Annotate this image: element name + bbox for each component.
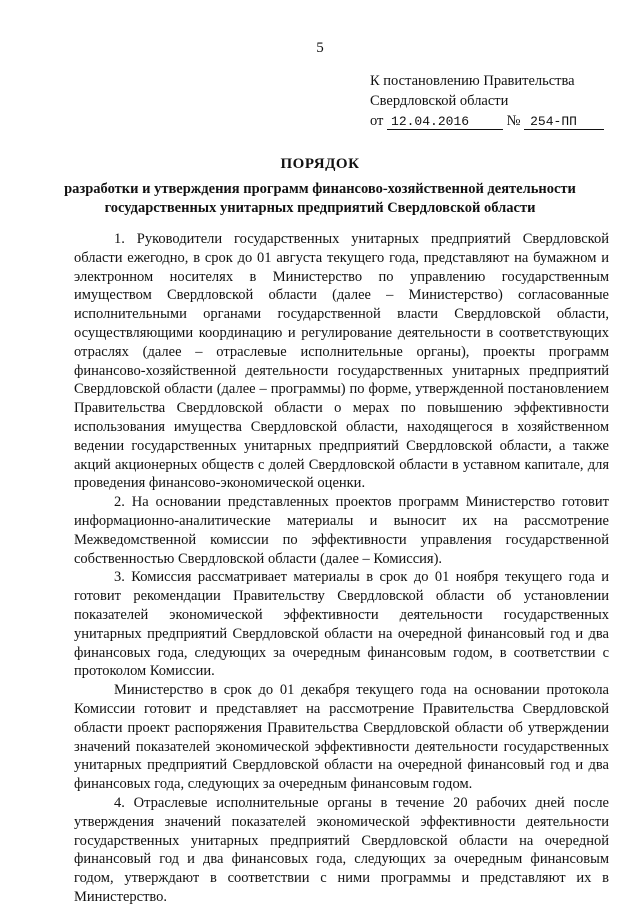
paragraph-4: 4. Отраслевые исполнительные органы в течение 20 рабочих дней после утверждения значений показателей экономической эффективности деятельности государственных унитарных предприятий Свердловской области на очередной финансовый год и два финансовых года, следующих за очередным финансовым годом, утверждают в соответствии с ними программы и представляют их в Министерство. [74,794,609,905]
paragraph-3-continued: Министерство в срок до 01 декабря текущего года на основании протокола Комиссии готовит и представляет на рассмотрение Правительства Свердловской области проект распоряжения Правительства Свердловской области об утверждении значений показателей экономической эффективности деятельности государственных унитарных предприятий Свердловской области на очередной финансовый год и два финансовых года, следующих за очередным финансовым годом. [74,682,609,793]
document-body [74,230,609,907]
approval-date-line [370,111,604,131]
approval-line-1: К постановлению Правительства [370,73,575,89]
approval-block [370,71,604,131]
document-title: ПОРЯДОК [280,156,360,172]
paragraph-1: 1. Руководители государственных унитарных предприятий Свердловской области ежегодно, в срок до 01 августа текущего года, представляют на бумажном и электронном носителях в Министерство по управлению государственным имуществом Свердловской области (далее – Министерство) согласованные исполнительными органами государственной власти Свердловской области, осуществляющими координацию и регулирование деятельности в соответствующих отраслях (далее – отраслевые исполнительные органы), проекты программ финансово-хозяйственной деятельности государственных унитарных предприятий Свердловской области (далее – программы) по форме, утвержденной постановлением Правительства Свердловской области о мерах по повышению эффективности использования имущества Свердловской области, находящегося в хозяйственном ведении государственных унитарных предприятий Свердловской области, а также акций акционерных обществ с долей Свердловской области в уставном капитале, для проведения финансово-экономической оценки. [74,231,609,492]
page-number: 5 [316,40,324,56]
approval-number: 254-ПП [524,114,604,130]
approval-date: 12.04.2016 [387,114,503,130]
paragraph-3: 3. Комиссия рассматривает материалы в срок до 01 ноября текущего года и готовит рекомендации Правительству Свердловской области об установлении показателей экономической эффективности деятельности государственных унитарных предприятий Свердловской области на очередной финансовый год и два финансовых года, следующих за очередным финансовым годом, в соответствии с протоколом Комиссии. [74,569,609,680]
approval-line-2: Свердловской области [370,93,509,109]
date-prefix: от [370,113,384,129]
paragraph-2: 2. На основании представленных проектов программ Министерство готовит информационно-аналитические материалы и выносит их на рассмотрение Межведомственной комиссии по эффективности управления государственной собственностью Свердловской области (далее – Комиссия). [74,494,609,567]
number-prefix: № [506,113,521,129]
document-subtitle: разработки и утверждения программ финансово-хозяйственной деятельности государственных унитарных предприятий Свердловской области [64,181,576,216]
